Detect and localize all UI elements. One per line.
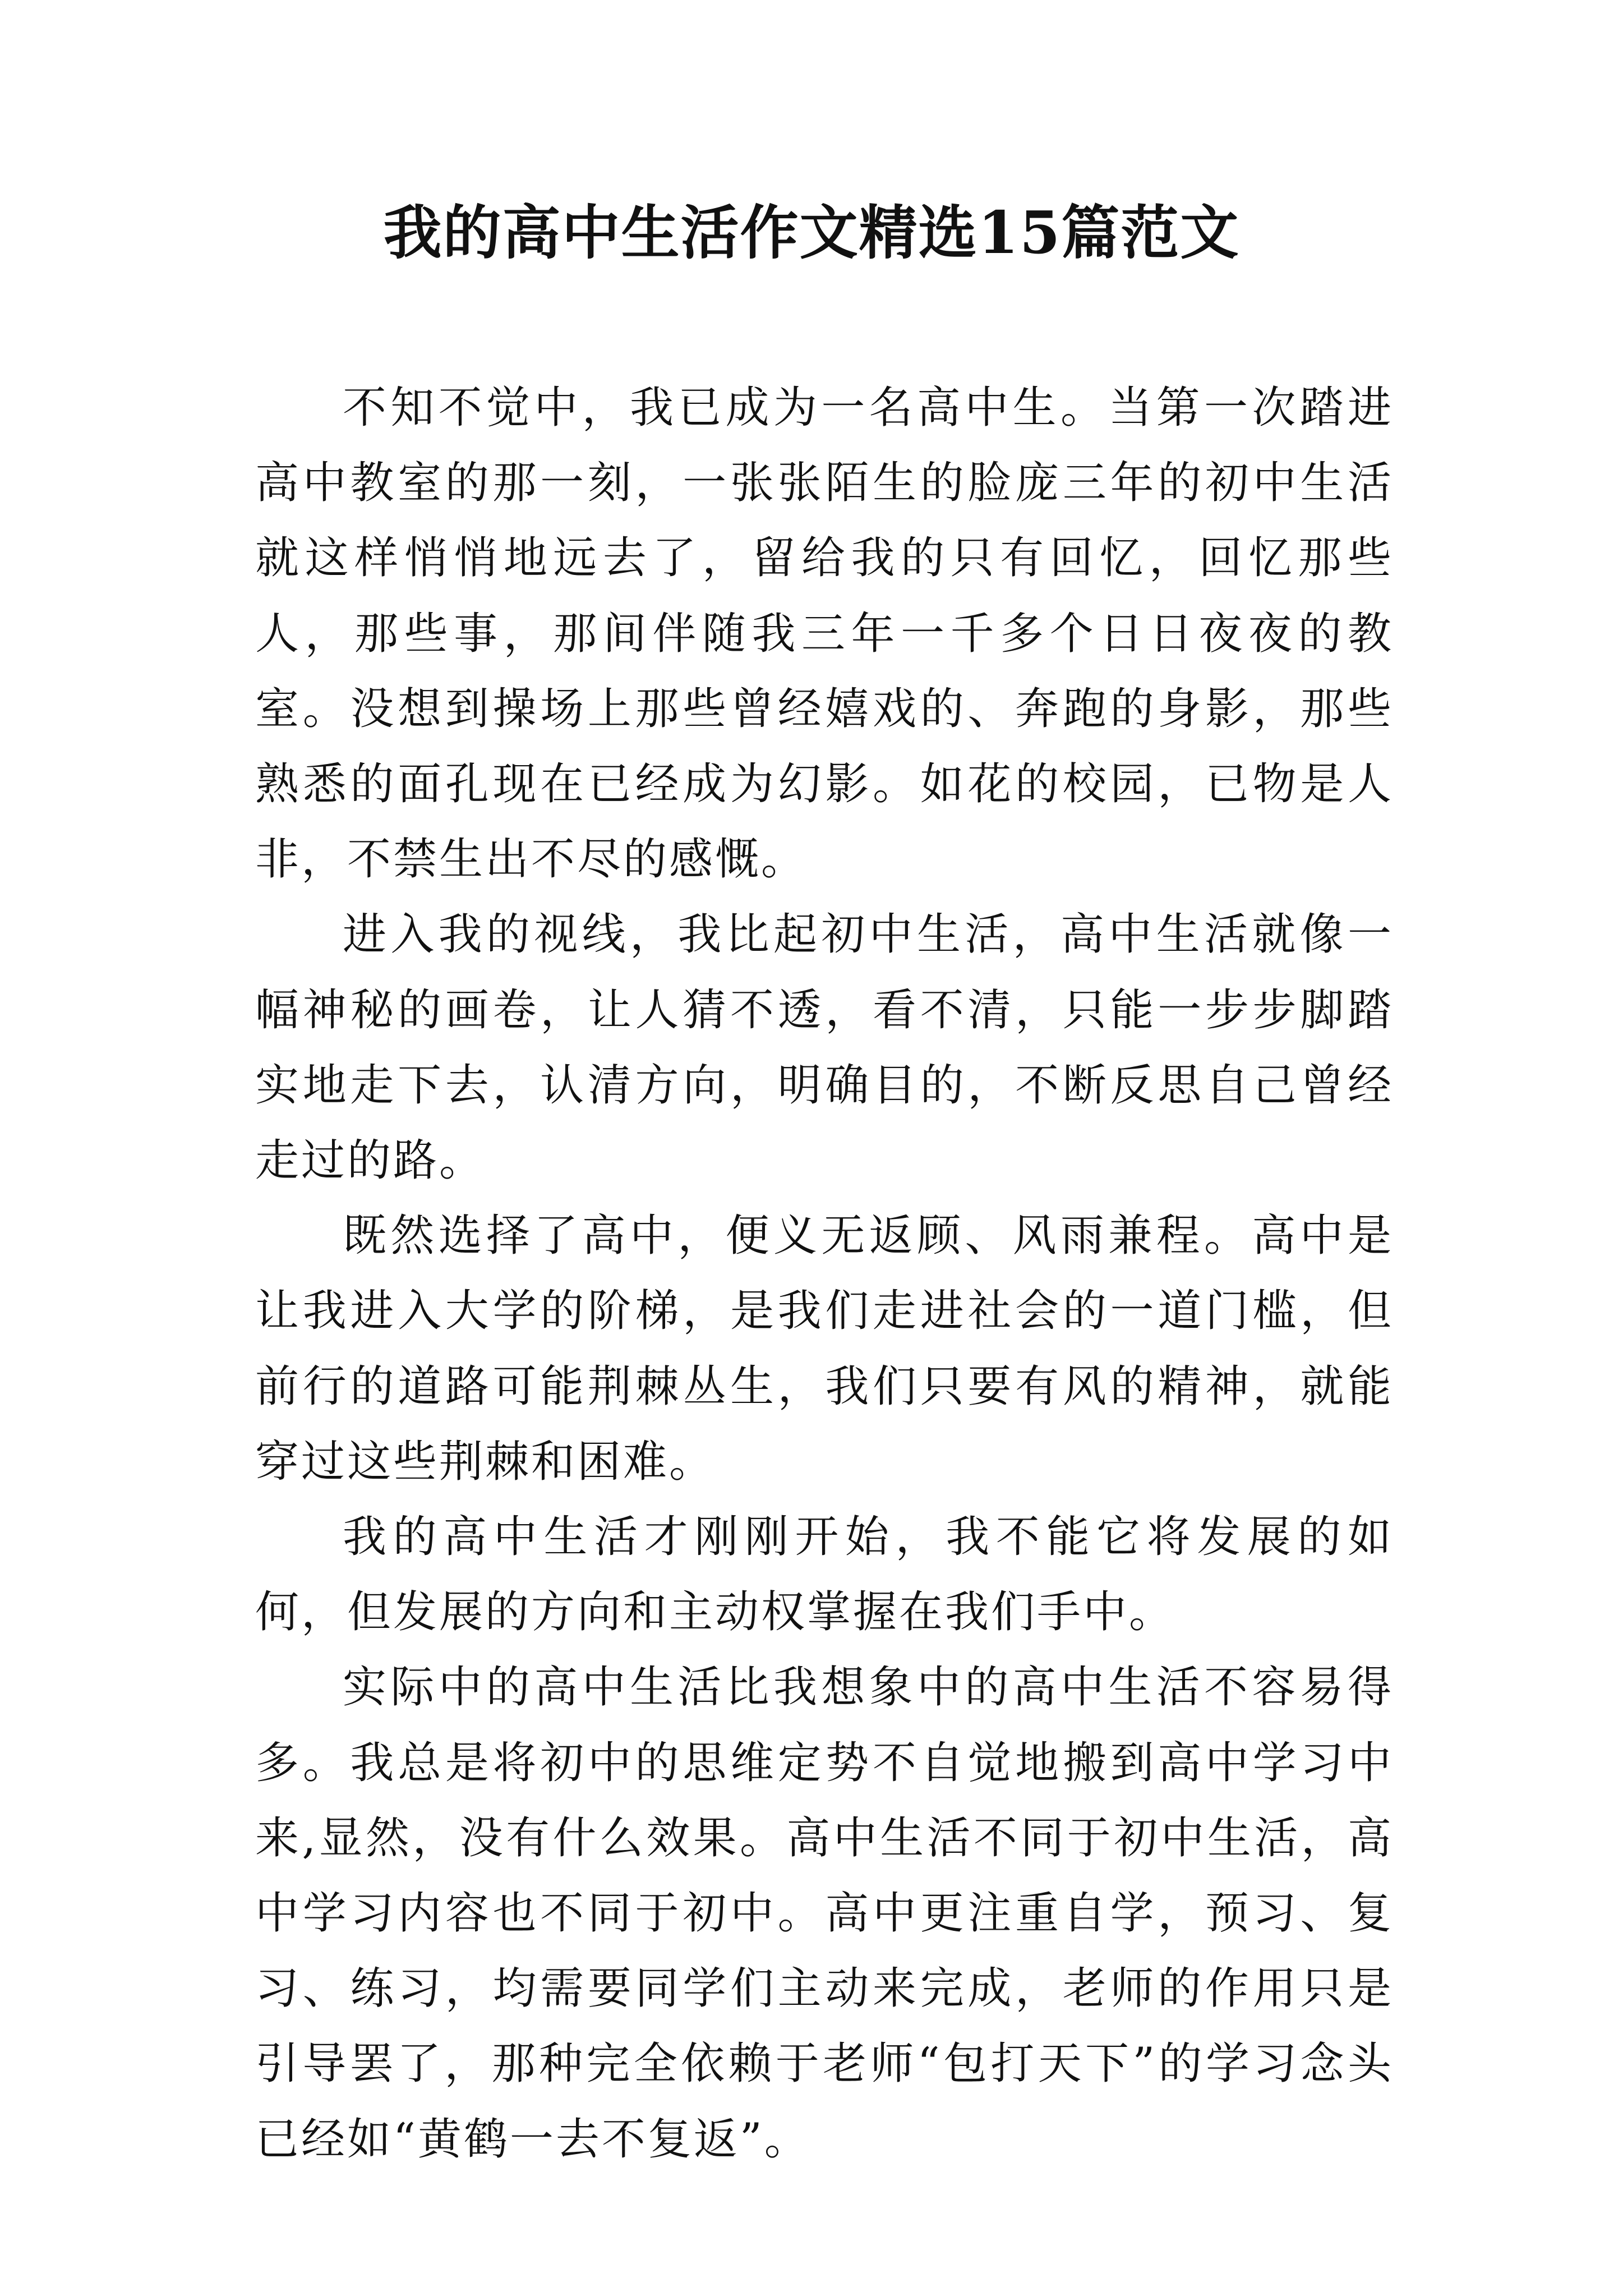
- paragraph-5: 实际中的高中生活比我想象中的高中生活不容易得多。我总是将初中的思维定势不自觉地搬到高中学习中来,显然，没有什么效果。高中生活不同于初中生活，高中学习内容也不同于初中。高中更注重自学，预习、复习、练习，均需要同学们主动来完成，老师的作用只是引导罢了，那种完全依赖于老师“包打天下”的学习念头已经如“黄鹤一去不复返”。: [255, 1662, 1394, 2165]
- paragraph-1: 不知不觉中，我已成为一名高中生。当第一次踏进高中教室的那一刻，一张张陌生的脸庞三年的初中生活就这样悄悄地远去了，留给我的只有回忆，回忆那些人，那些事，那间伴随我三年一千多个日日夜夜的教室。没想到操场上那些曾经嬉戏的、奔跑的身影，那些熟悉的面孔现在已经成为幻影。如花的校园，已物是人非，不禁生出不尽的感慨。: [255, 383, 1394, 885]
- paragraph-2: 进入我的视线，我比起初中生活，高中生活就像一幅神秘的画卷，让人猜不透，看不清，只能一步步脚踏实地走下去，认清方向，明确目的，不断反思自己曾经走过的路。: [255, 909, 1394, 1186]
- paragraph-4: 我的高中生活才刚刚开始，我不能它将发展的如何，但发展的方向和主动权掌握在我们手中。: [255, 1512, 1394, 1638]
- paragraph-3: 既然选择了高中，便义无返顾、风雨兼程。高中是让我进入大学的阶梯，是我们走进社会的一道门槛，但前行的道路可能荆棘丛生，我们只要有风的精神，就能穿过这些荆棘和困难。: [255, 1211, 1394, 1487]
- document-title: 我的高中生活作文精选15篇范文: [383, 198, 1240, 267]
- document-body: [255, 370, 1394, 2177]
